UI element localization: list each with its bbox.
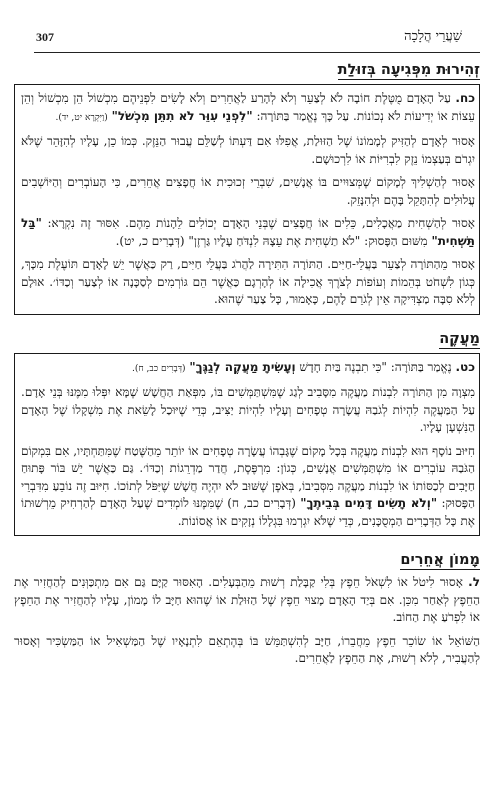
verse-quote: "וְלֹא תָשִׂים דָּמִים בְּבֵיתֶךָ" [300, 496, 438, 510]
section-title-parapet [14, 329, 480, 349]
paragraph-text: אָסוּר לְאָדָם לְהַזִּיק לְמָמוֹנוֹ שֶׁל הַזּוּלַת, אֲפִלּוּ אִם דַּעְתּוֹ לְשַׁלֵּם עֲבוּר הַנֵּזֶק. כְּמוֹ כֵן, עָלָיו לְהִזָּהֵר שֶׁלֹּא יִגְרֹם בְּעַצְמוֹ נֵזֶק לִבְרִיּוֹת אוֹ לִרְכוּשָׁם. [21, 134, 475, 166]
boxed-section-caution [14, 84, 480, 315]
book-title: שַׁעֲרֵי הֲלָכָה [404, 29, 462, 44]
paragraph [21, 215, 475, 250]
paragraph [21, 359, 475, 379]
paragraph-number: כח. [455, 91, 475, 105]
paragraph-text: חִיּוּב נוֹסָף הוּא לִבְנוֹת מַעֲקֶה בְּכָל מָקוֹם שֶׁגָּבְהוֹ עֲשָׂרָה טְפָחִים אוֹ יוֹתֵר מֵהַשֶּׁטַח שֶׁמִּתַּחְתָּיו, אִם בִּמְקוֹם הַגֹּבַהּ עוֹבְרִים אוֹ מִשְׁתַּמְּשִׁים אֲנָשִׁים, כְּגוֹן: מִרְפֶּסֶת, חֲדַר מַדְרֵגוֹת וְכַדּוֹ׳. גַּם כַּאֲשֶׁר יֵשׁ בּוֹר פָּתוּחַ חַיָּבִים לְכַסּוֹתוֹ אוֹ לִבְנוֹת מַעֲקֶה מִסְּבִיבוֹ, בְּאֹפֶן שֶׁשּׁוּב לֹא יִהְיֶה חֲשָׁשׁ שֶׁיִּפֹּל לְתוֹכוֹ. חִיּוּב זֶה נוֹבֵעַ מִדִּבְרֵי הַפָּסוּק: [21, 443, 475, 510]
paragraph-text: מִצְוָה מִן הַתּוֹרָה לִבְנוֹת מַעֲקֶה מִסָּבִיב לְגַג שֶׁמִּשְׁתַּמְּשִׁים בּוֹ, מִפְּאַת הַחֲשָׁשׁ שֶׁמָּא יִפְּלוּ מִמֶּנּוּ בְּנֵי אָדָם. עַל הַמַּעֲקֶה לִהְיוֹת לְגֹבַהּ עֲשָׂרָה טְפָחִים וְעָלָיו לִהְיוֹת יַצִּיב, כְּדֵי שֶׁיּוּכַל לָשֵׂאת אֶת מִשְׁקָלוֹ שֶׁל הָאָדָם הַנִּשְׁעָן עָלָיו. [21, 385, 475, 434]
page-content [14, 60, 480, 674]
verse-source: (דְּבָרִים כב, ח) שֶׁמִּמֶּנּוּ לוֹמְדִים שֶׁעַל הָאָדָם לְהַרְחִיק מֵרְשׁוּתוֹ אֶת כָּל הַדְּבָרִים הַמְסֻכָּנִים, כְּדֵי שֶׁלֹּא יִגְרְמוּ בִּגְלָלוֹ נְזָקִים אוֹ אֲסוֹנוֹת. [21, 496, 475, 528]
section-title-others-property [14, 550, 480, 570]
section-title-text: מַעֲקֶה [439, 330, 480, 347]
paragraph-text: אָסוּר לְהַשְׁלִיךְ לְמָקוֹם שֶׁמְּצוּיִים בּוֹ אֲנָשִׁים, שִׁבְרֵי זְכוּכִית אוֹ חֲפָצִים אֲחֵרִים, כִּי הָעוֹבְרִים וְהַיּוֹשְׁבִים עֲלוּלִים לְהִתָּקֵל בָּהֶם וּלְהִנָּזֵק. [21, 175, 475, 207]
verse-source: (דְּבָרִים כב, ח). [131, 363, 186, 374]
paragraph [21, 133, 475, 168]
paragraph-text: הַשּׁוֹאֵל אוֹ שׂוֹכֵר חֵפֶץ מֵחֲבֵרוֹ, חַיָּב לְהִשְׁתַּמֵּשׁ בּוֹ בְּהֶתְאֵם לִתְנָאָיו שֶׁל הַמַּשְׁאִיל אוֹ הַמַּשְׂכִּיר וְאָסוּר לְהַעֲבִיר, לְלֹא רְשׁוּת, אֶת הַחֵפֶץ לַאֲחֵרִים. [14, 633, 480, 665]
paragraph [21, 443, 475, 531]
verse-source: (וַיִּקְרָא יט, יד). [55, 112, 108, 123]
paragraph-text: אָסוּר מֵהַתּוֹרָה לְצַעֵר בַּעֲלֵי-חַיִּים. הַתּוֹרָה הִתִּירָה לַהֲרֹג בַּעֲלֵי חַיִּים, רַק כַּאֲשֶׁר יֵשׁ לָאָדָם תּוֹעֶלֶת מִכָּךְ, כְּגוֹן לִשְׁחֹט בְּהֵמוֹת וְעוֹפוֹת לְצֹרֶךְ אֲכִילָה אוֹ לְהָרְגָם כַּאֲשֶׁר הֵם גּוֹרְמִים לְסַכָּנָה אוֹ לְצַעַר וְכַדּוֹ׳. אוּלָם לְלֹא סִבָּה מַצְדִּיקָה אֵין לְגֹרֵם לָהֶם, כָּאָמוּר, כָּל צַעַר שֶׁהוּא. [21, 257, 475, 306]
running-header [36, 30, 462, 50]
paragraph [14, 633, 480, 668]
verse-source: מִשּׁוּם הַפָּסוּק: "לֹא תַשְׁחִית אֶת עֵצָהּ לִנְדֹּחַ עָלָיו גַּרְזֶן" (דְּבָרִים כ, יט). [115, 233, 428, 248]
section-title-text: מָמוֹן אֲחֵרִים [400, 552, 480, 568]
section-others-property [14, 574, 480, 668]
paragraph-text: אָסוּר לִיטֹל אוֹ לִשְׁאֹל חֵפֶץ בְּלִי קַבָּלַת רְשׁוּת מֵהַבְּעָלִים. הָאִסּוּר קַיָּם גַּם אִם מִתְכַּוְּנִים לְהַחֲזִיר אֶת הַחֵפֶץ לְאַחַר מִכֵּן. אִם בְּיַד הָאָדָם מָצוּי חֵפֶץ שֶׁל הַזּוּלַת אוֹ שֶׁהוּא חַיָּב לוֹ מָמוֹן, עָלָיו לְהַחֲזִיר אֶת הַחֵפֶץ אוֹ לִפְרֹעַ אֶת הַחוֹב. [14, 575, 480, 624]
paragraph [21, 174, 475, 209]
page-number: 307 [36, 30, 54, 44]
verse-quote: "בַּל תַּשְׁחִית" [21, 216, 475, 248]
boxed-section-parapet [14, 353, 480, 537]
section-title-caution [14, 60, 480, 80]
paragraph-text: נֶאֱמַר בַּתּוֹרָה: "כִּי תִבְנֶה בַּיִת חָדָשׁ [299, 359, 452, 374]
verse-quote: "לִפְנֵי עִוֵּר לֹא תִתֵּן מִכְשֹׁל" [111, 108, 253, 123]
header-rule [34, 52, 480, 53]
paragraph-text: אָסוּר לְהַשְׁחִית מַאֲכָלִים, כֵּלִים אוֹ חֲפָצִים שֶׁבְּנֵי הָאָדָם יְכוֹלִים לֵהָנוֹת מֵהֶם. אִסּוּר זֶה נִקְרָא: [47, 216, 475, 230]
paragraph [14, 574, 480, 627]
section-title-text: זְהִירוּת מִפְּגִיעָה בְּזוּלַת [337, 62, 480, 78]
verse-quote: וְעָשִׂיתָ מַעֲקֶה לְגַגֶּךָ" [189, 359, 296, 374]
paragraph [21, 256, 475, 309]
paragraph-number: ל. [468, 575, 480, 589]
paragraph-number: כט. [455, 359, 475, 374]
paragraph [21, 384, 475, 437]
paragraph-text: עַל הָאָדָם מֻטֶּלֶת חוֹבָה לֹא לְצַעֵר וְלֹא לְהָרַע לַאֲחֵרִים וְלֹא לָשִׂים לִפְנֵיהֶם מִכְשׁוֹל הֵן מִכְשׁוֹל וְהֵן עֵצוֹת אוֹ יְדִיעוֹת לֹא נְכוֹנוֹת. עַל כָּךְ נֶאֱמַר בַּתּוֹרָה: [21, 91, 475, 123]
paragraph [21, 90, 475, 127]
